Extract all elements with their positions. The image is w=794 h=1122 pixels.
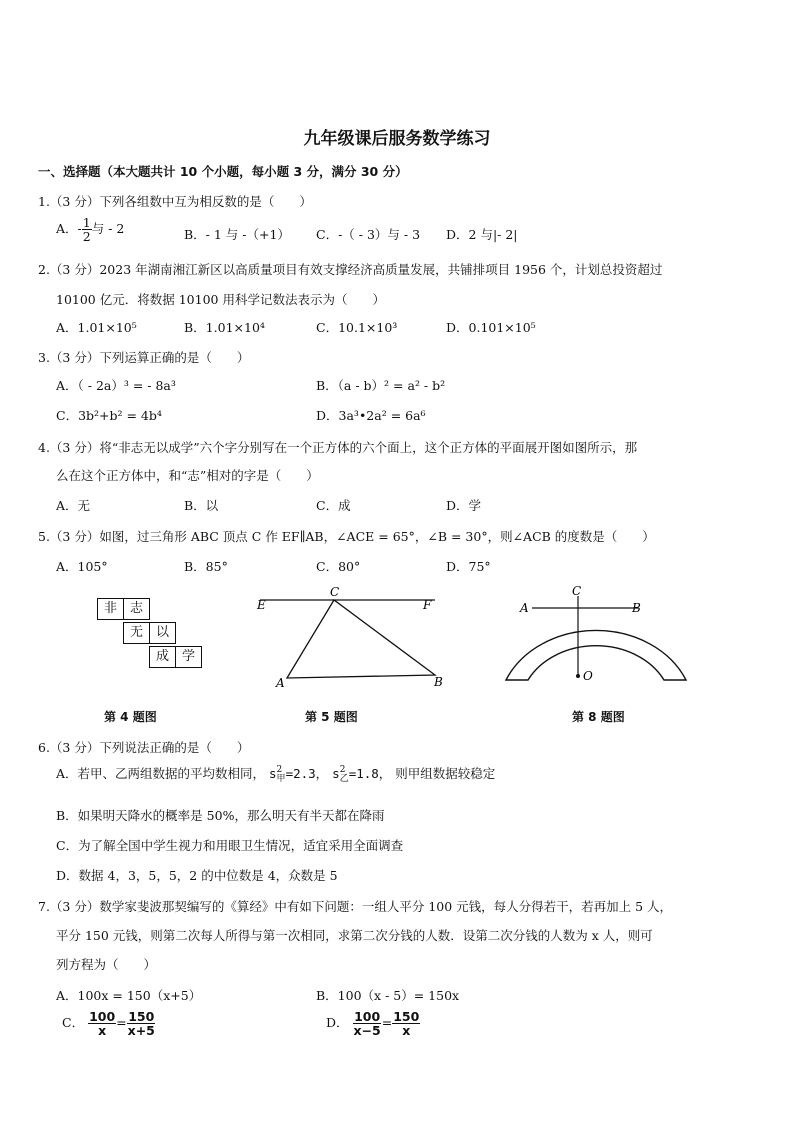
q3-stem: 3.（3 分）下列运算正确的是（ ）: [38, 350, 250, 365]
label-c: C: [572, 584, 582, 598]
q6-option-c[interactable]: C．为了解全国中学生视力和用眼卫生情况，适宜采用全面调查: [56, 838, 404, 853]
q1-a-label: A．: [56, 221, 78, 237]
q2-option-d[interactable]: D．0.101×10⁵: [446, 320, 536, 335]
q5-option-d[interactable]: D．75°: [446, 559, 491, 574]
arch-shape: [506, 630, 686, 680]
q5-option-b[interactable]: B．85°: [184, 559, 228, 574]
q7-stem-line1: 7.（3 分）数学家斐波那契编写的《算经》中有如下问题：一组人平分 100 元钱，每人分得若干，若再加上 5 人，: [38, 899, 673, 914]
q1-option-a[interactable]: [56, 216, 124, 243]
q2-stem-line1: 2.（3 分）2023 年湖南湘江新区以高质量项目有效支撑经济高质量发展，共铺排项目 1956 个，计划总投资超过: [38, 262, 663, 277]
q6-a-var1: s: [269, 766, 277, 781]
fig8-caption: 第 8 题图: [572, 710, 625, 724]
q7-stem-line3: 列方程为（ ）: [56, 957, 157, 972]
q4-option-d[interactable]: D．学: [446, 498, 482, 513]
label-b: B: [434, 675, 443, 689]
q3-option-d[interactable]: D．3a³•2a² = 6a⁶: [316, 408, 426, 423]
page-title: 九年级课后服务数学练习: [303, 129, 491, 149]
q3-option-b[interactable]: B．（a - b）² = a² - b²: [316, 378, 446, 393]
q6-a-script2: [340, 766, 349, 784]
label-e: E: [257, 598, 266, 612]
q1-a-den: 2: [82, 229, 91, 245]
q1-option-d[interactable]: D．2 与|- 2|: [446, 227, 518, 242]
figure-5-triangle: [250, 585, 450, 690]
q1-a-minus: -: [77, 221, 82, 237]
q6-option-a[interactable]: [56, 764, 495, 784]
q4-stem-line2: 么在这个正方体中，和“志”相对的字是（ ）: [56, 468, 319, 483]
q4-option-c[interactable]: C．成: [316, 498, 351, 513]
q7-c-den-right: x+5: [127, 1023, 155, 1039]
q6-option-d[interactable]: D．数据 4，3，5，5，2 的中位数是 4，众数是 5: [56, 868, 338, 883]
q2-option-a[interactable]: A．1.01×10⁵: [56, 320, 137, 335]
q7-c-num-left: 100: [89, 1009, 116, 1024]
q5-option-c[interactable]: C．80°: [316, 559, 361, 574]
q7-c-equals: =: [116, 1015, 127, 1031]
figure-8-arch: [490, 580, 710, 690]
net-cell: 成: [149, 646, 176, 668]
label-o: O: [583, 669, 593, 683]
q6-a-var2: s: [332, 766, 340, 781]
net-cell: 非: [97, 598, 124, 620]
q7-c-fraction-right: [127, 1010, 156, 1037]
q7-c-den-left: x: [98, 1023, 107, 1039]
q6-a-sup1: 2: [276, 764, 283, 775]
q6-a-sub2: 乙: [339, 773, 349, 784]
q1-stem: 1.（3 分）下列各组数中互为相反数的是（ ）: [38, 194, 312, 209]
q6-a-sub1: 甲: [276, 773, 286, 784]
q6-a-post: 则甲组数据较稳定: [395, 766, 496, 781]
q4-option-b[interactable]: B．以: [184, 498, 219, 513]
q7-d-fraction-right: [392, 1010, 420, 1037]
label-c: C: [330, 585, 340, 599]
net-cell: 学: [175, 646, 202, 668]
triangle-abc: [287, 600, 435, 678]
q1-a-num: 1: [82, 215, 91, 230]
fig5-caption: 第 5 题图: [305, 710, 358, 724]
q6-stem: 6.（3 分）下列说法正确的是（ ）: [38, 740, 250, 755]
label-a: A: [520, 601, 529, 615]
q1-a-fraction: [82, 216, 92, 243]
q3-option-a[interactable]: A．（ - 2a）³ = - 8a³: [56, 378, 176, 393]
q7-d-equals: =: [381, 1015, 393, 1031]
point-o: [576, 674, 580, 678]
q3-option-c[interactable]: C．3b²+b² = 4b⁴: [56, 408, 162, 423]
q7-option-c[interactable]: [62, 1010, 156, 1037]
q7-d-den-left: x−5: [353, 1023, 381, 1039]
q7-d-num-right: 150: [393, 1009, 420, 1024]
q6-a-val2: =1.8，: [348, 766, 392, 781]
q7-c-num-right: 150: [128, 1009, 155, 1024]
q5-option-a[interactable]: A．105°: [56, 559, 108, 574]
q7-d-num-left: 100: [354, 1009, 381, 1024]
q1-option-c[interactable]: C．-（ - 3）与 - 3: [316, 227, 421, 242]
label-f: F: [423, 598, 432, 612]
q6-a-val1: =2.3，: [285, 766, 329, 781]
q5-stem: 5.（3 分）如图，过三角形 ABC 顶点 C 作 EF∥AB，∠ACE = 65°，∠B = 30°，则∠ACB 的度数是（ ）: [38, 529, 655, 544]
q1-option-b[interactable]: B．- 1 与 -（+1）: [184, 227, 290, 242]
net-cell: 志: [123, 598, 150, 620]
q4-option-a[interactable]: A．无: [56, 498, 91, 513]
label-b: B: [632, 601, 641, 615]
q6-a-pre: A．若甲、乙两组数据的平均数相同，: [56, 766, 266, 781]
q7-option-a[interactable]: A．100x = 150（x+5）: [56, 988, 202, 1003]
q7-d-label: D．: [326, 1015, 349, 1031]
q7-stem-line2: 平分 150 元钱，则第二次每人所得与第一次相同，求第二次分钱的人数．设第二次分钱的人数为 x 人，则可: [56, 928, 653, 943]
q1-a-rest: 与 - 2: [91, 221, 125, 237]
q2-option-b[interactable]: B．1.01×10⁴: [184, 320, 265, 335]
net-cell: 无: [123, 622, 150, 644]
q7-c-label: C．: [62, 1015, 85, 1031]
q7-option-d[interactable]: [326, 1010, 420, 1037]
q6-a-script1: [277, 766, 286, 784]
label-a: A: [276, 676, 285, 690]
q4-stem-line1: 4.（3 分）将“非志无以成学”六个字分别写在一个正方体的六个面上，这个正方体的平面展开图如图所示，那: [38, 440, 638, 455]
net-cell: 以: [149, 622, 176, 644]
q7-c-fraction-left: [88, 1010, 116, 1037]
q6-a-sup2: 2: [339, 764, 346, 775]
q7-option-b[interactable]: B．100（x - 5）= 150x: [316, 988, 460, 1003]
q2-stem-line2: 10100 亿元．将数据 10100 用科学记数法表示为（ ）: [56, 292, 385, 307]
q2-option-c[interactable]: C．10.1×10³: [316, 320, 398, 335]
q7-d-fraction-left: [353, 1010, 382, 1037]
section-heading: 一、选择题（本大题共计 10 个小题，每小题 3 分，满分 30 分）: [38, 164, 408, 179]
fig4-caption: 第 4 题图: [104, 710, 157, 724]
q6-option-b[interactable]: B．如果明天降水的概率是 50%，那么明天有半天都在降雨: [56, 808, 385, 823]
q7-d-den-right: x: [402, 1023, 411, 1039]
